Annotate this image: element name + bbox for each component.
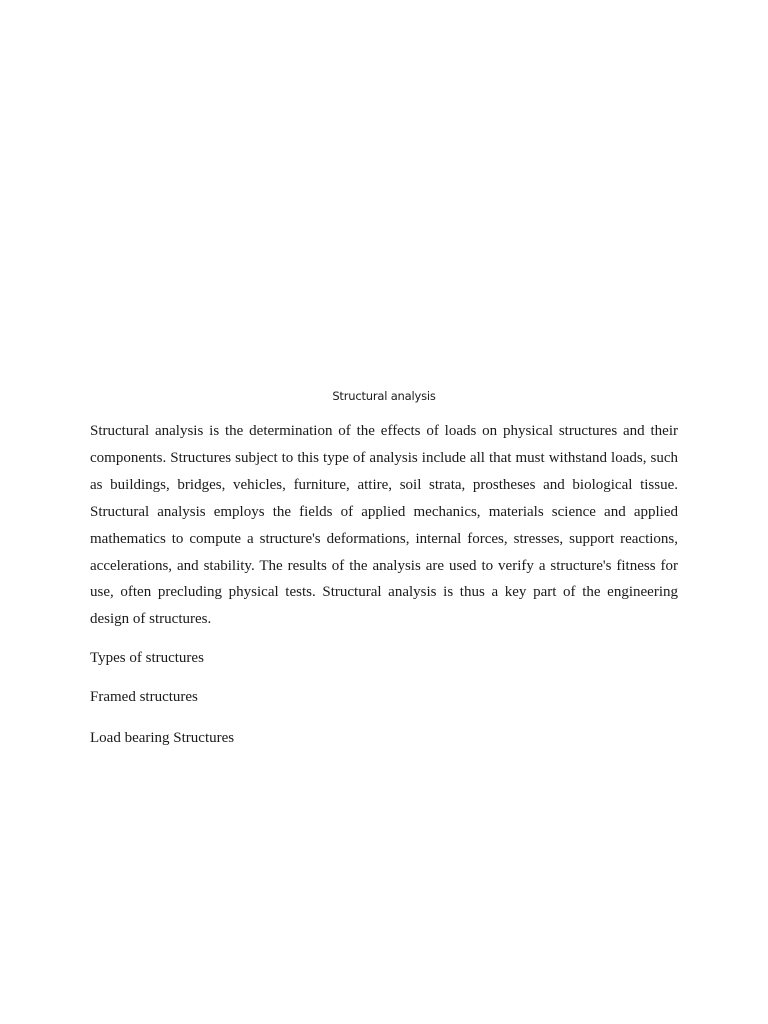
load-bearing-structures-line: Load bearing Structures (90, 730, 235, 746)
document-title: Structural analysis (332, 389, 436, 403)
types-of-structures-line: Types of structures (90, 650, 204, 666)
body-paragraph: Structural analysis is the determination of the effects of loads on physical structures and their components. Structures subject to this type of analysis include all that must withstand loads, such as buildings, bridges, vehicles, furniture, attire, soil strata, prostheses and biological tissue. Structural analysis employs the fields of applied mechanics, materials science and applied mathematics to compute a structure's deformations, internal forces, stresses, support reactions, accelerations, and stability. The results of the analysis are used to verify a structure's fitness for use, often precluding physical tests. Structural analysis is thus a key part of the engineering design of structures. (90, 423, 678, 628)
framed-structures-line: Framed structures (90, 689, 198, 705)
